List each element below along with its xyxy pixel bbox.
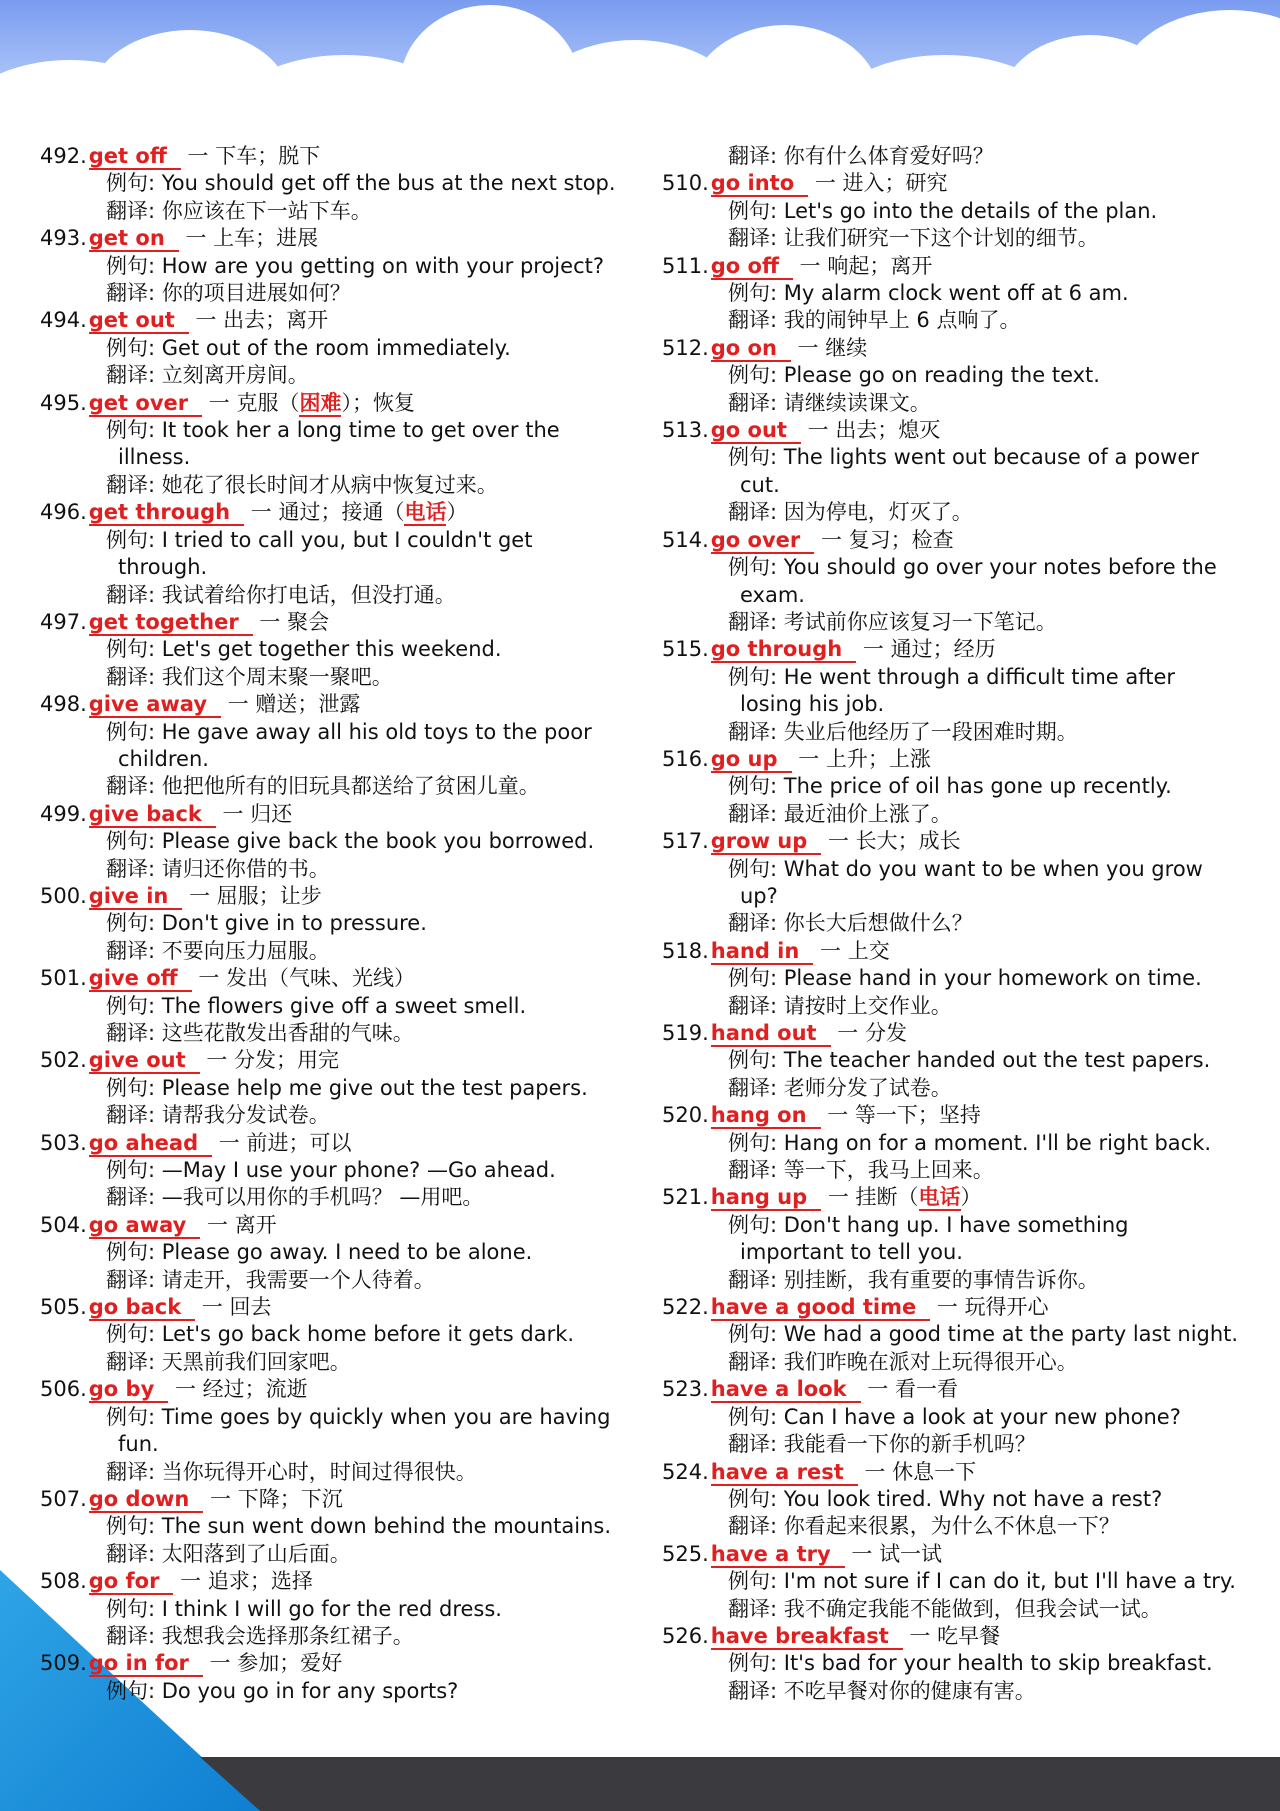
meaning-dash: 一: [180, 144, 216, 168]
left-column: [40, 143, 640, 1705]
example-line: 例句: Please go on reading the text.: [728, 363, 1100, 388]
entry-number: 518.: [662, 938, 709, 963]
translation-line: 翻译: 你长大后想做什么？: [728, 911, 973, 936]
phrase-term: go up: [711, 747, 792, 773]
meaning-dash: 一: [202, 1651, 238, 1676]
phrase-term: go through: [711, 637, 856, 663]
entry-heading: [662, 1376, 1262, 1403]
meaning-dash: 一: [902, 1623, 938, 1648]
phrase-term: give back: [89, 802, 216, 828]
translation-line: 翻译: 我能看一下你的新手机吗？: [728, 1432, 1036, 1457]
entry-number: 525.: [662, 1541, 709, 1566]
entry-number: 498.: [40, 692, 87, 717]
example-continuation: exam.: [740, 582, 805, 607]
phrase-term: go in for: [89, 1651, 203, 1677]
entry-number: 509.: [40, 1651, 87, 1676]
entry-heading: [662, 636, 1262, 663]
entry-heading: [662, 1541, 1262, 1568]
translation-line: 翻译: 太阳落到了山后面。: [106, 1541, 351, 1566]
entry-heading: [40, 609, 640, 636]
entry-number: 511.: [662, 253, 709, 278]
entry-number: 515.: [662, 637, 709, 662]
meaning-text: 上车；进展: [213, 226, 319, 251]
phrase-term: get off: [89, 144, 181, 170]
meaning-dash: 一: [857, 1459, 893, 1484]
example-line: 例句: I think I will go for the red dress.: [106, 1596, 502, 1621]
meaning-text: 分发；用完: [234, 1048, 340, 1073]
translation-line: 翻译: 因为停电，灯灭了。: [728, 500, 973, 525]
entry-heading: [40, 801, 640, 828]
translation-line: 翻译: 请帮我分发试卷。: [106, 1103, 330, 1128]
entry-heading: [662, 1102, 1262, 1129]
example-line: 例句: What do you want to be when you grow: [728, 856, 1203, 881]
translation-line: 翻译: 失业后他经历了一段困难时期。: [728, 719, 1078, 744]
meaning-text: 等一下；坚持: [854, 1103, 981, 1128]
entry-heading: [662, 1294, 1262, 1321]
meaning-text: 聚会: [287, 609, 330, 634]
meaning-text: 看一看: [895, 1377, 958, 1402]
example-continuation: illness.: [118, 445, 191, 470]
meaning-dash: 一: [182, 883, 217, 908]
phrase-term: hang on: [711, 1103, 821, 1129]
right-column: [662, 143, 1262, 1705]
meaning-text: 继续: [825, 335, 868, 360]
entry-heading: [662, 417, 1262, 444]
meaning-dash: 一: [203, 1486, 238, 1511]
meaning-dash: 一: [244, 500, 279, 525]
meaning-text: ）: [960, 1185, 982, 1210]
example-line: 例句: Let's go back home before it gets dark.: [106, 1322, 575, 1347]
phrase-term: go for: [89, 1569, 174, 1595]
entry-heading: [662, 746, 1262, 773]
meaning-text: 归还: [250, 801, 293, 826]
entry-number: 519.: [662, 1021, 709, 1045]
phrase-term: grow up: [711, 829, 822, 855]
meaning-dash: 一: [200, 1212, 235, 1237]
meaning-dash: 一: [814, 527, 849, 552]
meaning-dash: 一: [860, 1377, 895, 1402]
meaning-highlight: 电话: [918, 1185, 961, 1210]
phrase-term: go off: [711, 254, 793, 280]
meaning-text: 玩得开心: [964, 1295, 1049, 1320]
example-line: 例句: It took her a long time to get over the: [106, 418, 560, 443]
meaning-dash: 一: [221, 692, 256, 717]
example-line: 例句: You should get off the bus at the next stop.: [106, 171, 616, 196]
entry-heading: [662, 938, 1262, 965]
entry-number: 503.: [40, 1130, 87, 1155]
meaning-highlight: 电话: [404, 500, 447, 525]
entry-number: 499.: [40, 801, 87, 826]
entry-heading: [40, 390, 640, 417]
example-line: 例句: Time goes by quickly when you are having: [106, 1404, 611, 1429]
entry-number: 510.: [662, 171, 709, 196]
meaning-text: 上交: [847, 938, 890, 963]
example-line: 例句: Please give back the book you borrowed.: [106, 829, 595, 854]
meaning-text: 离开: [234, 1212, 277, 1237]
meaning-text: 出去；熄灭: [835, 418, 941, 443]
meaning-dash: 一: [252, 609, 288, 634]
entry-heading: [662, 527, 1262, 554]
example-line: 例句: You should go over your notes before the: [728, 555, 1217, 580]
example-line: 例句: How are you getting on with your project?: [106, 253, 604, 278]
entry-heading: [40, 883, 640, 910]
translation-line: 翻译: 这些花散发出香甜的气味。: [106, 1021, 414, 1045]
entry-number: 500.: [40, 883, 87, 908]
entry-number: 506.: [40, 1377, 87, 1402]
meaning-dash: 一: [199, 1048, 235, 1073]
entry-heading: [662, 170, 1262, 197]
entry-number: 520.: [662, 1103, 709, 1128]
example-line: 例句: The teacher handed out the test papers.: [728, 1048, 1211, 1073]
translation-line: 翻译: 我们昨晚在派对上玩得很开心。: [728, 1349, 1078, 1374]
phrase-term: get on: [89, 226, 179, 252]
entry-number: 504.: [40, 1212, 87, 1237]
meaning-text: 试一试: [879, 1541, 943, 1566]
entry-number: 524.: [662, 1459, 709, 1484]
meaning-text: 出去；离开: [223, 308, 329, 333]
entry-heading: [40, 1047, 640, 1074]
phrase-term: get out: [89, 308, 189, 334]
translation-line: 翻译: 立刻离开房间。: [106, 363, 309, 388]
example-line: 例句: He gave away all his old toys to the poor: [106, 719, 592, 744]
phrase-term: get together: [89, 610, 253, 636]
meaning-dash: 一: [830, 1021, 865, 1045]
translation-line: 翻译: 你的项目进展如何？: [106, 281, 351, 306]
translation-line: 翻译: 你应该在下一站下车。: [106, 198, 372, 223]
entry-heading: [662, 1020, 1262, 1047]
meaning-text: 下车；脱下: [215, 144, 321, 168]
meaning-text: 通过；接通（: [278, 500, 405, 525]
entry-number: 526.: [662, 1623, 709, 1648]
translation-line: 翻译: 请继续读课文。: [728, 390, 931, 415]
entry-heading: [40, 499, 640, 526]
phrase-term: go into: [711, 171, 808, 197]
entry-heading: [40, 225, 640, 252]
example-line: 例句: You look tired. Why not have a rest?: [728, 1486, 1163, 1511]
meaning-dash: 一: [792, 253, 828, 278]
meaning-text: 分发: [864, 1021, 907, 1045]
meaning-dash: 一: [820, 1103, 855, 1128]
phrase-term: give in: [89, 884, 183, 910]
meaning-text: 参加；爱好: [237, 1651, 343, 1676]
translation-line: 翻译: 我试着给你打电话，但没打通。: [106, 582, 456, 607]
phrase-term: hand out: [711, 1021, 831, 1047]
example-continuation: losing his job.: [740, 692, 885, 717]
example-line: 例句: —May I use your phone? —Go ahead.: [106, 1158, 556, 1183]
phrase-term: go by: [89, 1377, 169, 1403]
translation-line: 翻译: 你看起来很累，为什么不休息一下？: [728, 1514, 1120, 1539]
meaning-dash: 一: [191, 966, 227, 991]
entry-heading: [40, 1212, 640, 1239]
example-line: 例句: Let's go into the details of the plan.: [728, 198, 1158, 223]
example-line: 例句: Hang on for a moment. I'll be right back.: [728, 1130, 1212, 1155]
phrase-term: go ahead: [89, 1131, 212, 1157]
entry-heading: [662, 1459, 1262, 1486]
translation-line: 翻译: 他把他所有的旧玩具都送给了贫困儿童。: [106, 774, 540, 799]
entry-number: 512.: [662, 335, 709, 360]
meaning-text: ）；恢复: [341, 390, 415, 415]
example-line: 例句: Get out of the room immediately.: [106, 335, 511, 360]
phrase-term: go out: [711, 418, 801, 444]
meaning-text: 复习；检查: [848, 527, 954, 552]
meaning-text: 经过；流逝: [202, 1377, 308, 1402]
sky-header-banner: [0, 0, 1280, 135]
phrase-term: hand in: [711, 939, 814, 965]
phrase-term: give away: [89, 692, 221, 718]
phrase-term: have breakfast: [711, 1624, 903, 1650]
example-line: 例句: Please hand in your homework on time.: [728, 966, 1202, 991]
entry-heading: [662, 828, 1262, 855]
meaning-dash: 一: [856, 637, 891, 662]
translation-line: 翻译: 我想我会选择那条红裙子。: [106, 1623, 414, 1648]
footer-band: [200, 1757, 1280, 1811]
meaning-text: 下降；下沉: [237, 1486, 343, 1511]
meaning-dash: 一: [215, 801, 251, 826]
meaning-text: 通过；经历: [890, 637, 996, 662]
meaning-dash: 一: [800, 418, 836, 443]
entry-heading: [40, 1650, 640, 1677]
entry-number: 502.: [40, 1048, 87, 1073]
meaning-dash: 一: [821, 829, 856, 854]
entry-number: 523.: [662, 1377, 709, 1402]
entry-number: 508.: [40, 1569, 87, 1594]
translation-line: 翻译: 等一下，我马上回来。: [728, 1158, 994, 1183]
meaning-highlight: 困难: [299, 390, 342, 415]
entry-heading: [40, 143, 640, 170]
example-continuation: fun.: [118, 1432, 159, 1457]
entry-number: 521.: [662, 1185, 709, 1210]
entry-number: 505.: [40, 1295, 87, 1320]
entry-heading: [40, 691, 640, 718]
example-continuation: up?: [740, 883, 778, 908]
meaning-dash: 一: [202, 390, 237, 415]
phrase-term: go down: [89, 1487, 204, 1513]
translation-line: 翻译: 别挂断，我有重要的事情告诉你。: [728, 1267, 1099, 1292]
meaning-text: 挂断（: [855, 1185, 919, 1210]
translation-line: 翻译: 不吃早餐对你的健康有害。: [728, 1678, 1036, 1703]
meaning-dash: 一: [195, 1295, 230, 1320]
translation-line: 翻译: 我的闹钟早上 6 点响了。: [728, 308, 1021, 333]
meaning-text: 长大；成长: [855, 829, 961, 854]
example-continuation: children.: [118, 746, 209, 771]
example-continuation: through.: [118, 555, 208, 580]
entry-heading: [40, 1568, 640, 1595]
meaning-dash: 一: [930, 1295, 965, 1320]
meaning-text: 进入；研究: [842, 171, 948, 196]
entry-number: 507.: [40, 1486, 87, 1511]
example-line: 例句: Let's get together this weekend.: [106, 637, 502, 662]
entry-number: 496.: [40, 500, 87, 525]
entry-heading: [40, 1376, 640, 1403]
entry-number: 495.: [40, 390, 87, 415]
translation-line: 翻译: 我不确定我能不能做到，但我会试一试。: [728, 1596, 1162, 1621]
meaning-text: 响起；离开: [827, 253, 933, 278]
meaning-text: 休息一下: [892, 1459, 977, 1484]
phrase-term: get over: [89, 391, 202, 417]
meaning-text: 追求；选择: [207, 1569, 313, 1594]
entry-number: 501.: [40, 966, 87, 991]
phrase-term: hang up: [711, 1185, 821, 1211]
translation-line: 翻译: 当你玩得开心时，时间过得很快。: [106, 1459, 477, 1484]
meaning-text: 吃早餐: [937, 1623, 1001, 1648]
entry-heading: [40, 1486, 640, 1513]
meaning-dash: 一: [790, 335, 826, 360]
entry-number: 492.: [40, 144, 87, 168]
entry-heading: [662, 1184, 1262, 1211]
example-line: 例句: I tried to call you, but I couldn't get: [106, 527, 533, 552]
example-line: 例句: Do you go in for any sports?: [106, 1678, 459, 1703]
phrase-term: give out: [89, 1048, 200, 1074]
meaning-dash: 一: [173, 1569, 208, 1594]
example-line: 例句: The lights went out because of a power: [728, 445, 1199, 470]
meaning-dash: 一: [188, 308, 224, 333]
example-line: 例句: Don't hang up. I have something: [728, 1212, 1129, 1237]
translation-line: 翻译: 考试前你应该复习一下笔记。: [728, 609, 1057, 634]
translation-line: 翻译: 你有什么体育爱好吗？: [728, 144, 994, 168]
phrase-term: have a good time: [711, 1295, 930, 1321]
example-line: 例句: Can I have a look at your new phone?: [728, 1404, 1181, 1429]
meaning-text: 发出（气味、光线）: [226, 966, 416, 991]
meaning-text: 回去: [229, 1295, 272, 1320]
translation-line: 翻译: 我们这个周末聚一聚吧。: [106, 664, 393, 689]
example-line: 例句: Please go away. I need to be alone.: [106, 1240, 533, 1265]
entry-heading: [662, 253, 1262, 280]
phrase-term: have a try: [711, 1542, 845, 1568]
phrase-term: go back: [89, 1295, 195, 1321]
phrase-term: go on: [711, 336, 791, 362]
translation-line: 翻译: 请走开，我需要一个人待着。: [106, 1267, 435, 1292]
translation-line: 翻译: 最近油价上涨了。: [728, 801, 952, 826]
example-continuation: important to tell you.: [740, 1240, 963, 1265]
example-line: 例句: I'm not sure if I can do it, but I'll have a try.: [728, 1569, 1236, 1594]
translation-line: 翻译: 她花了很长时间才从病中恢复过来。: [106, 472, 498, 497]
translation-line: 翻译: 请归还你借的书。: [106, 856, 330, 881]
meaning-text: 屈服；让步: [216, 883, 322, 908]
entry-heading: [662, 1623, 1262, 1650]
entry-number: 493.: [40, 226, 87, 251]
translation-line: 翻译: —我可以用你的手机吗？ —用吧。: [106, 1185, 484, 1210]
entry-heading: [40, 307, 640, 334]
example-line: 例句: Please help me give out the test papers.: [106, 1075, 588, 1100]
phrase-term: go away: [89, 1213, 201, 1239]
entry-number: 516.: [662, 746, 709, 771]
phrase-term: have a rest: [711, 1460, 858, 1486]
example-line: 例句: My alarm clock went off at 6 am.: [728, 281, 1129, 306]
translation-line: 翻译: 不要向压力屈服。: [106, 938, 330, 963]
translation-line: 翻译: 让我们研究一下这个计划的细节。: [728, 226, 1099, 251]
example-line: 例句: We had a good time at the party last night.: [728, 1322, 1239, 1347]
meaning-dash: 一: [212, 1130, 247, 1155]
example-line: 例句: The price of oil has gone up recently.: [728, 774, 1172, 799]
meaning-text: 赠送；泄露: [255, 692, 361, 717]
entry-number: 522.: [662, 1295, 709, 1320]
example-line: 例句: It's bad for your health to skip breakfast.: [728, 1651, 1213, 1676]
meaning-dash: 一: [791, 746, 826, 771]
entry-number: 517.: [662, 829, 709, 854]
entry-number: 514.: [662, 527, 709, 552]
meaning-dash: 一: [808, 171, 843, 196]
translation-line: 翻译: 天黑前我们回家吧。: [106, 1349, 351, 1374]
example-line: 例句: The sun went down behind the mountains.: [106, 1514, 612, 1539]
example-continuation: cut.: [740, 472, 780, 497]
entry-heading: [40, 1294, 640, 1321]
entry-heading: [40, 1130, 640, 1157]
entry-heading: [662, 335, 1262, 362]
phrase-term: give off: [89, 966, 192, 992]
meaning-dash: 一: [178, 226, 214, 251]
phrase-term: get through: [89, 500, 244, 526]
phrase-term: have a look: [711, 1377, 861, 1403]
example-line: 例句: He went through a difficult time after: [728, 664, 1176, 689]
meaning-text: 上升；上涨: [825, 746, 931, 771]
entry-number: 497.: [40, 609, 87, 634]
meaning-text: ）: [446, 500, 468, 525]
meaning-text: 前进；可以: [246, 1130, 352, 1155]
phrase-term: go over: [711, 528, 815, 554]
meaning-dash: 一: [813, 938, 848, 963]
entry-heading: [40, 965, 640, 992]
entry-number: 513.: [662, 418, 709, 443]
translation-line: 翻译: 老师分发了试卷。: [728, 1075, 952, 1100]
example-line: 例句: Don't give in to pressure.: [106, 911, 427, 936]
translation-line: 翻译: 请按时上交作业。: [728, 993, 952, 1018]
meaning-dash: 一: [844, 1541, 880, 1566]
meaning-text: 克服（: [236, 390, 300, 415]
meaning-dash: 一: [821, 1185, 856, 1210]
entry-number: 494.: [40, 308, 87, 333]
meaning-dash: 一: [168, 1377, 203, 1402]
example-line: 例句: The flowers give off a sweet smell.: [106, 993, 527, 1018]
